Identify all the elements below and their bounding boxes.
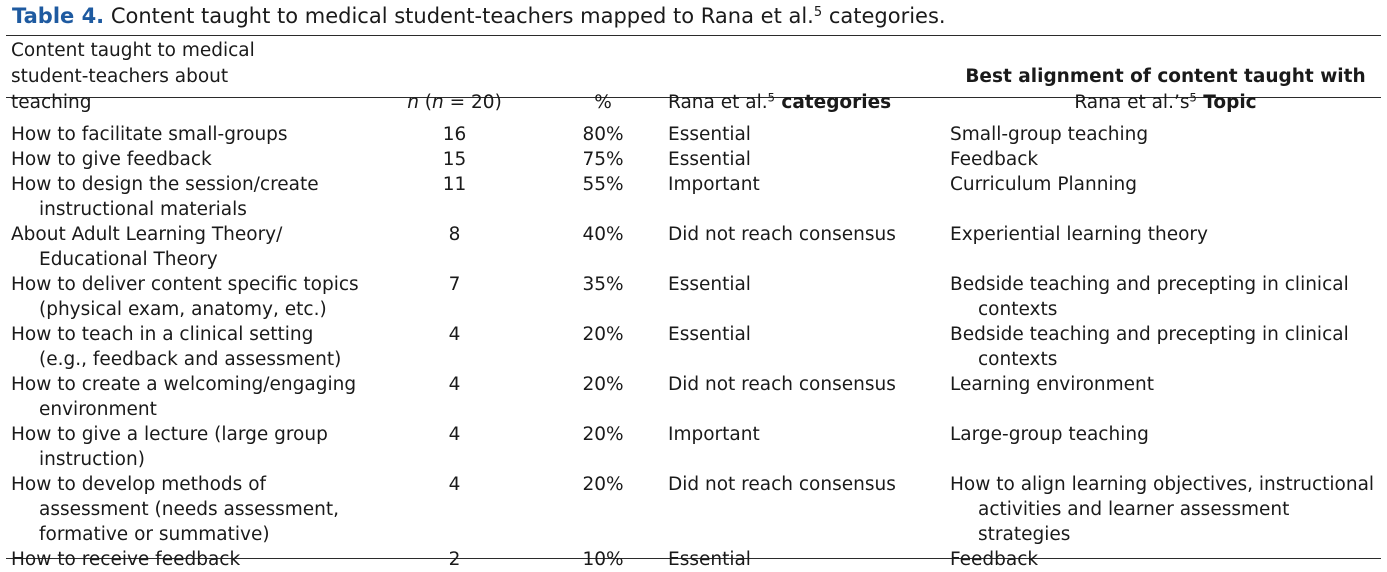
- table-row: [6, 422, 1381, 472]
- cell-percent: 20%: [582, 474, 624, 495]
- table-row: [6, 119, 1381, 147]
- cell-n: 7: [448, 274, 461, 295]
- header-rana-categories: Rana et al.$^5$ categories: [668, 90, 892, 113]
- cell-content: How to deliver content specific topics (physical exam, anatomy, etc.): [11, 274, 359, 320]
- header-row: [6, 38, 1381, 119]
- cell-category: Important: [668, 174, 760, 195]
- cell-category: Did not reach consensus: [668, 224, 896, 245]
- cell-content: How to design the session/create instructional materials: [11, 174, 319, 220]
- cell-topic: How to align learning objectives, instructional activities and learner assessment strategies: [950, 474, 1375, 545]
- cell-topic: Bedside teaching and precepting in clinical contexts: [950, 324, 1349, 370]
- header-content: Content taught to medical student-teachers about teaching: [11, 40, 255, 113]
- caption-text: Content taught to medical student-teachers mapped to Rana et al.: [104, 4, 814, 28]
- cell-category: Did not reach consensus: [668, 374, 896, 395]
- table-body: [6, 119, 1381, 572]
- header-percent: %: [594, 92, 612, 113]
- caption-reference: 5: [813, 4, 823, 20]
- cell-percent: 35%: [582, 274, 624, 295]
- cell-category: Essential: [668, 124, 751, 145]
- cell-n: 15: [442, 149, 467, 170]
- cell-n: 8: [448, 224, 461, 245]
- table-row: [6, 322, 1381, 372]
- cell-topic: Learning environment: [950, 374, 1155, 395]
- caption-text-end: categories.: [822, 4, 946, 28]
- cell-n: 16: [442, 124, 467, 145]
- cell-n: 2: [448, 549, 461, 570]
- cell-percent: 40%: [582, 224, 624, 245]
- cell-content: How to receive feedback: [11, 549, 241, 570]
- cell-n: 4: [448, 324, 461, 345]
- table-row: [6, 172, 1381, 222]
- header-best-alignment: Best alignment of content taught with Rana et $al.’s^5$ Topic: [965, 66, 1366, 113]
- table-row: [6, 472, 1381, 547]
- cell-category: Essential: [668, 324, 751, 345]
- cell-category: Essential: [668, 149, 751, 170]
- top-rule: [6, 35, 1381, 36]
- cell-percent: 55%: [582, 174, 624, 195]
- header-n: n (n = 20): [407, 92, 502, 113]
- cell-content: How to facilitate small-groups: [11, 124, 288, 145]
- table-label: Table 4.: [12, 4, 105, 28]
- table-row: [6, 222, 1381, 272]
- cell-content: How to teach in a clinical setting (e.g., feedback and assessment): [11, 324, 342, 370]
- table-caption: [12, 4, 946, 28]
- cell-n: 11: [442, 174, 467, 195]
- cell-percent: 20%: [582, 424, 624, 445]
- cell-percent: 10%: [582, 549, 624, 570]
- cell-topic: Large-group teaching: [950, 424, 1149, 445]
- cell-content: About Adult Learning Theory/ Educational Theory: [11, 224, 283, 270]
- cell-percent: 80%: [582, 124, 624, 145]
- cell-category: Important: [668, 424, 760, 445]
- cell-category: Essential: [668, 549, 751, 570]
- cell-category: Did not reach consensus: [668, 474, 896, 495]
- table-row: [6, 272, 1381, 322]
- cell-topic: Experiential learning theory: [950, 224, 1208, 245]
- cell-topic: Bedside teaching and precepting in clinical contexts: [950, 274, 1349, 320]
- cell-topic: Feedback: [950, 149, 1039, 170]
- cell-content: How to develop methods of assessment (needs assessment, formative or summative): [11, 474, 340, 545]
- cell-n: 4: [448, 374, 461, 395]
- cell-n: 4: [448, 424, 461, 445]
- cell-content: How to give a lecture (large group instruction): [11, 424, 328, 470]
- cell-topic: Curriculum Planning: [950, 174, 1138, 195]
- cell-content: How to create a welcoming/engaging environment: [11, 374, 357, 420]
- cell-topic: Feedback: [950, 549, 1039, 570]
- content-table: [6, 38, 1381, 572]
- table-row: [6, 372, 1381, 422]
- table-row: [6, 547, 1381, 572]
- cell-percent: 20%: [582, 374, 624, 395]
- cell-percent: 20%: [582, 324, 624, 345]
- cell-percent: 75%: [582, 149, 624, 170]
- cell-topic: Small-group teaching: [950, 124, 1149, 145]
- cell-category: Essential: [668, 274, 751, 295]
- cell-n: 4: [448, 474, 461, 495]
- table-row: [6, 147, 1381, 172]
- cell-content: How to give feedback: [11, 149, 212, 170]
